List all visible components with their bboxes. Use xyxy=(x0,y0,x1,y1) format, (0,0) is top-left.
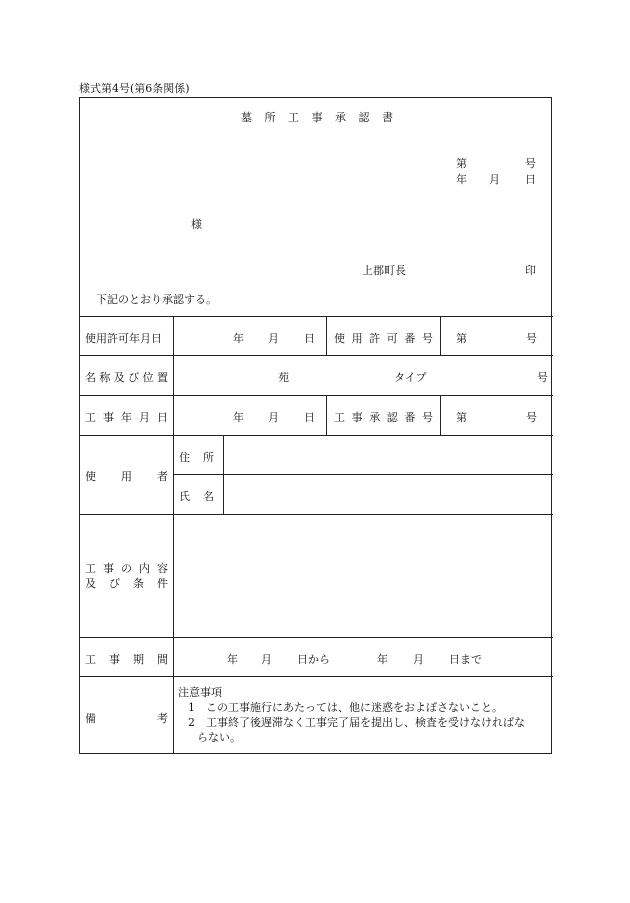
label-char: 事 xyxy=(109,653,120,666)
label-char: の xyxy=(121,562,132,575)
number-dai: 第 xyxy=(456,157,467,170)
label-char: 考 xyxy=(157,712,168,725)
notes-title: 注意事項 xyxy=(178,686,222,699)
note-item-2-continued: らない。 xyxy=(197,731,241,744)
row-divider xyxy=(80,316,553,317)
work-date-hi: 日 xyxy=(304,411,315,424)
label-char: 件 xyxy=(157,577,168,590)
column-divider xyxy=(440,316,441,355)
work-content-label-line1 xyxy=(85,560,168,576)
label-char: び xyxy=(128,371,140,384)
period-nen-1: 年 xyxy=(227,653,238,666)
label-char: 月 xyxy=(139,411,150,424)
address-label xyxy=(179,449,214,465)
permit-date-hi: 日 xyxy=(304,332,315,345)
period-tsuki-1: 月 xyxy=(261,653,272,666)
issuer: 上郡町長 xyxy=(362,264,406,277)
approval-form-table xyxy=(79,97,552,754)
row-divider xyxy=(80,355,553,356)
label-char: 者 xyxy=(157,470,168,483)
label-char: 用 xyxy=(351,332,363,345)
title-char: 墓 xyxy=(241,111,252,124)
label-char: 称 xyxy=(99,371,111,384)
period-until: 日まで xyxy=(449,653,482,666)
title-char: 事 xyxy=(311,111,323,124)
label-char: 日 xyxy=(157,411,168,424)
label-char: 内 xyxy=(139,562,150,575)
row-divider xyxy=(80,395,553,396)
label-char: 事 xyxy=(103,411,114,424)
date-hi: 日 xyxy=(525,173,536,186)
label-char: 工 xyxy=(85,653,96,666)
permit-number-dai: 第 xyxy=(456,332,467,345)
title-char: 承 xyxy=(335,111,346,124)
column-divider xyxy=(223,435,224,514)
seal-mark: 印 xyxy=(525,264,536,277)
label-char: 事 xyxy=(351,411,363,424)
label-char: 置 xyxy=(156,371,168,384)
label-char: 工 xyxy=(85,562,96,575)
name-label xyxy=(179,488,214,504)
type-label: タイプ xyxy=(394,371,427,384)
label-char: び xyxy=(109,577,120,590)
title-char: 工 xyxy=(288,111,299,124)
label-char: 名 xyxy=(203,490,214,503)
label-char: 及 xyxy=(113,371,125,384)
date-nen: 年 xyxy=(456,173,467,186)
label-char: 及 xyxy=(85,577,96,590)
user-label xyxy=(85,468,168,484)
row-divider xyxy=(80,676,553,677)
label-char: 位 xyxy=(142,371,154,384)
permit-date-tsuki: 月 xyxy=(268,332,279,345)
label-char: 名 xyxy=(85,371,96,384)
label-char: 認 xyxy=(386,411,398,424)
label-char: 番 xyxy=(404,411,416,424)
work-content-label-line2 xyxy=(85,575,168,591)
row-divider xyxy=(173,474,553,475)
label-char: 号 xyxy=(421,411,433,424)
label-char: 工 xyxy=(334,411,345,424)
title-char: 所 xyxy=(264,111,276,124)
title-char: 書 xyxy=(382,111,393,124)
work-date-label xyxy=(85,409,168,425)
approval-number-go: 号 xyxy=(526,411,537,424)
label-char: 氏 xyxy=(179,490,190,503)
name-location-label xyxy=(85,369,168,385)
approval-statement: 下記のとおり承認する。 xyxy=(96,293,217,306)
work-date-nen: 年 xyxy=(233,411,244,424)
date-tsuki: 月 xyxy=(489,173,500,186)
type-go: 号 xyxy=(537,371,548,384)
approval-number-label xyxy=(334,409,433,425)
addressee-honorific: 様 xyxy=(191,218,202,231)
row-divider xyxy=(80,637,553,638)
row-divider xyxy=(80,435,553,436)
remarks-notes xyxy=(178,685,550,745)
work-date-tsuki: 月 xyxy=(268,411,279,424)
column-divider xyxy=(440,395,441,435)
label-char: 使 xyxy=(334,332,345,345)
label-char: 間 xyxy=(157,653,168,666)
period-tsuki-2: 月 xyxy=(413,653,424,666)
label-char: 許 xyxy=(369,332,381,345)
label-char: 用 xyxy=(121,470,132,483)
label-char: 所 xyxy=(203,451,214,464)
permit-date-label: 使用許可年月日 xyxy=(85,332,162,345)
permit-date-nen: 年 xyxy=(233,332,244,345)
column-divider xyxy=(326,395,327,435)
label-char: 号 xyxy=(421,332,433,345)
form-title xyxy=(241,109,393,125)
row-divider xyxy=(80,514,553,515)
note-item-1: 1 この工事施行にあたっては、他に迷惑をおよぼさないこと。 xyxy=(188,701,503,714)
label-char: 番 xyxy=(404,332,416,345)
label-char: 条 xyxy=(133,577,144,590)
label-char: 住 xyxy=(179,451,190,464)
remarks-label xyxy=(85,710,168,726)
label-char: 年 xyxy=(121,411,132,424)
permit-number-label xyxy=(334,330,433,346)
label-char: 承 xyxy=(369,411,381,424)
approval-number-dai: 第 xyxy=(456,411,467,424)
period-from: 日から xyxy=(297,653,330,666)
label-char: 工 xyxy=(85,411,96,424)
column-divider xyxy=(173,316,174,754)
permit-number-go: 号 xyxy=(526,332,537,345)
label-char: 期 xyxy=(133,653,144,666)
label-char: 事 xyxy=(103,562,114,575)
title-char: 認 xyxy=(358,111,370,124)
label-char: 使 xyxy=(85,470,96,483)
label-char: 容 xyxy=(157,562,168,575)
number-go: 号 xyxy=(525,157,536,170)
note-item-2: 2 工事終了後遅滞なく工事完了届を提出し、検査を受けなければな xyxy=(188,716,525,729)
label-char: 備 xyxy=(85,712,96,725)
period-nen-2: 年 xyxy=(377,653,388,666)
column-divider xyxy=(326,316,327,355)
work-period-label xyxy=(85,651,168,667)
en-suffix: 苑 xyxy=(278,371,289,384)
label-char: 可 xyxy=(386,332,398,345)
form-caption: 様式第4号(第6条関係) xyxy=(79,82,190,95)
